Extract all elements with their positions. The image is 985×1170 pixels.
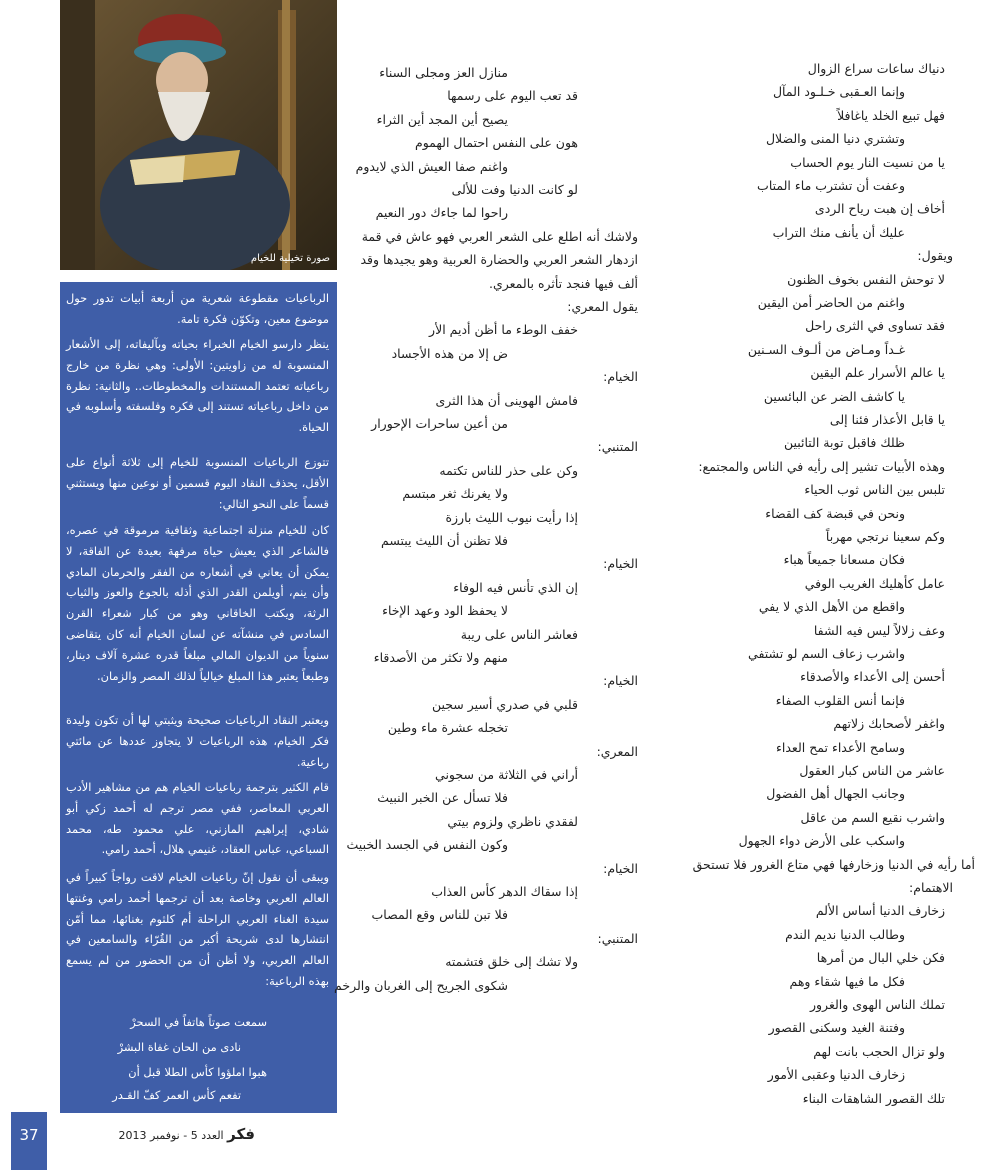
verse-line: زخارف الدنيا أساس الألم: [815, 903, 945, 919]
issue-info: العدد 5 - نوفمبر 2013: [118, 1129, 224, 1142]
verse-line: عامل كأهليك الغريب الوفي: [804, 575, 945, 591]
verse-line: إن الذي تأنس فيه الوفاء: [453, 579, 578, 595]
verse-line: منازل العز ومجلى السناء: [379, 65, 508, 80]
intro-paragraph: قام الكثير بترجمة رباعيات الخيام هم من مشاهير الأدب العربي المعاصر، ففي مصر ترجم له أحمد زكي أبو شادي، إبراهيم المازني، علي محمود طه، محمد السباعي، عباس العقاد، غنيمي هلال، أحمد رامي.: [66, 780, 329, 857]
verse-line: لا توحش النفس بخوف الظنون: [787, 271, 945, 287]
image-caption: صورة تخيلية للخيام: [250, 253, 330, 264]
section-heading: ويقول:: [917, 248, 953, 264]
intro-paragraph: ويبقى أن نقول إنّ رباعيات الخيام لاقت رواجاً كبيراً في العالم العربي وخاصة بعد أن ترجمها أحمد رامي وغنتها سيدة الغناء العربي الراحلة أم كلثوم بغنائها، مما أمّن انتشارها لدى شريحة أكبر من القُرّاء والسامعين في العالم العربي، ولا أظن أن من الحضور من لم يسمع بهذه الرباعية:: [66, 870, 329, 988]
khayyam-portrait-icon: [60, 0, 337, 270]
verse-line: فامش الهوينى أن هذا الثرى: [435, 392, 578, 408]
verse-line: وكم سعينا نرتجي مهرباً: [825, 529, 945, 544]
section-heading: وهذه الأبيات تشير إلى رأيه في الناس والمجتمع:: [698, 458, 945, 474]
verse-line: إذا رأيت نيوب الليث بارزة: [445, 509, 578, 525]
verse-line: واغنم صفا العيش الذي لايدوم: [355, 158, 508, 174]
verse-line: لو كانت الدنيا وفت للألى: [451, 182, 578, 197]
verse-line: لفقدي ناظري ولزوم بيتي: [447, 813, 578, 829]
verse-line: قد تعب اليوم على رسمها: [447, 88, 578, 104]
verse-line: وكون النفس في الجسد الخبيث: [346, 837, 508, 853]
verse-line: وتشتري دنيا المنى والضلال: [765, 131, 905, 147]
intro-box: [60, 282, 337, 1113]
verse-line: أخاف إن هبت رياح الردى: [814, 201, 945, 217]
section-heading: الخيام:: [603, 556, 638, 572]
verse-line: قلبي في صدري أسير سجين: [431, 696, 578, 712]
verse-line: واشرب زعاف السم لو تشتفي: [748, 646, 905, 661]
verse-line: يا قابل الأعذار فئنا إلى: [829, 412, 945, 427]
section-heading: الاهتمام:: [909, 880, 953, 895]
verse-line: سمعت صوتاً هاتفاً في السحرْ: [130, 1015, 267, 1029]
verse-line: فلا تبن للناس وقع المصاب: [371, 907, 508, 923]
middle-column: [334, 65, 638, 1126]
intro-paragraph: الرباعيات مقطوعة شعرية من أربعة أبيات تدور حول موضوع معين، وتكوّن فكرة تامة.: [66, 291, 329, 326]
section-heading: الخيام:: [603, 673, 638, 689]
verse-line: ألف فيها فنجد تأثره بالمعري.: [488, 275, 638, 291]
intro-paragraph: كان للخيام منزلة اجتماعية وثقافية مرموقة في عصره، فالشاعر الذي يعيش حياة مرفهة بعيدة عن الفاقة، لا يمكن أن يعاني في أشعاره من الفقر والحرمان المادي وأن ينم، أويلمن القدر الذي أذله بالجوع والعوز والثياب الرثة، ويكتب الخاقاني وهو من كبار شعراء القرن السادس في منشآته عن لسان الخيام أنه كان يتقاضى سنوياً من الديوان المالي مبلغاً قدره عشرة آلاف دينار، وطبعاً يعتبر هذا المبلغ خيالياً لذلك المصر والزمان.: [66, 523, 329, 683]
verse-line: هون على النفس احتمال الهموم: [414, 135, 578, 151]
intro-paragraph: تتوزع الرباعيات المنسوبة للخيام إلى ثلاثة أنواع على الأقل، يحذف النقاد اليوم قسمين أو نوعين منها ويستثني قسماً على النحو التالي:: [66, 455, 329, 511]
verse-line: ولا تشك إلى خلق فتشمته: [445, 954, 578, 970]
verse-line: فهل تبيع الخلد ياغافلاً: [837, 107, 945, 123]
section-heading: أما رأيه في الدنيا وزخارفها فهي متاع الغرور فلا تستحق: [692, 856, 975, 872]
verse-line: يا من نسيت النار يوم الحساب: [790, 154, 945, 170]
verse-line: وعف زلالاً ليس فيه الشفا: [813, 622, 945, 638]
verse-line: وكن على حذر للناس تكتمه: [439, 462, 578, 478]
page-number: 37: [19, 1126, 39, 1144]
verse-line: دنياك ساعات سراع الزوال: [807, 61, 945, 76]
verse-line: فكان مسعانا جميعاً هباء: [783, 552, 905, 568]
page-number-box: [11, 1112, 47, 1170]
magazine-name: فكر: [227, 1125, 255, 1143]
verse-line: ظلك فاقبل توبة التائبين: [783, 435, 905, 451]
verse-line: نادى من الحان غفاة البشرْ: [117, 1040, 241, 1054]
verse-line: فقد تساوى في الثرى راحل: [805, 318, 945, 334]
verse-line: ولو تزال الحجب بانت لهم: [813, 1043, 945, 1059]
verse-line: ازدهار الشعر العربي والحضارة العربية وهو يجيدها وقد: [360, 252, 638, 268]
section-heading: الخيام:: [603, 860, 638, 876]
verse-line: ونحن في قبضة كف القضاء: [765, 505, 905, 521]
verse-line: تلك القصور الشاهقات البناء: [802, 1090, 945, 1106]
verse-line: منهم ولا تكثر من الأصدقاء: [373, 650, 508, 665]
verse-line: وفتنة الغيد وسكنى القصور: [768, 1020, 905, 1036]
verse-line: ولاشك أنه اطلع على الشعر العربي فهو عاش في قمة: [361, 228, 638, 244]
section-heading: المتنبي:: [597, 439, 638, 455]
verse-line: أراني في الثلاثة من سجوني: [435, 767, 578, 782]
intro-paragraph: ويعتبر النقاد الرباعيات صحيحة ويثبتي لها أن تكون وليدة فكر الخيام، هذه الرباعيات لا يتجاوز عددها عن مائتي رباعية.: [66, 713, 329, 769]
intro-paragraph: ينظر دارسو الخيام الخبراء بحياته وبآليفاته، إلى الأشعار المنسوبة له من زاويتين: الأولى: وهي نظرة من خارج رباعياته تعتمد المستندات والمخطوطات.. والثانية: نظرة من داخل رباعياته تستند إلى فكره وفلسفته وأسلوبه في الحياة.: [66, 337, 329, 435]
verse-line: واغفر لأصحابك زلاتهم: [833, 716, 945, 732]
verse-line: إذا سقاك الدهر كأس العذاب: [431, 884, 578, 899]
verse-line: تملك الناس الهوى والغرور: [809, 997, 945, 1012]
verse-line: عليك أن يأنف منك التراب: [772, 224, 905, 240]
verse-line: وإنما العـقبى خـلـود المآل: [772, 84, 905, 100]
verse-line: أحسن إلى الأعداء والأصدقاء: [800, 669, 945, 685]
verse-line: راحوا لما جاءك دور النعيم: [375, 205, 508, 221]
verse-line: زخارف الدنيا وعقبى الأمور: [767, 1067, 905, 1083]
right-column: [597, 61, 975, 1122]
verse-line: وطالب الدنيا نديم الندم: [785, 926, 905, 942]
khayyam-illustration: [60, 0, 337, 270]
verse-line: من أعين ساحرات الإحورار: [371, 416, 508, 431]
verse-line: وجانب الجهال أهل الفضول: [766, 786, 905, 802]
verse-line: واقطع من الأهل الذي لا يفي: [758, 599, 905, 615]
verse-line: ض إلا من هذه الأجساد: [391, 345, 508, 361]
verse-line: هبوا املؤوا كأس الطلا قبل أن: [128, 1065, 267, 1079]
section-heading: المتنبي:: [597, 930, 638, 946]
verse-line: فلا تظنن أن الليث يبتسم: [381, 533, 508, 548]
verse-line: شكوى الجريح إلى الغربان والرخم: [334, 977, 508, 993]
verse-line: وسامح الأعداء تمح العداء: [776, 739, 905, 755]
verse-line: فلا تسأل عن الخبر النبيث: [377, 790, 508, 806]
verse-line: لا يحفظ الود وعهد الإخاء: [382, 603, 508, 619]
verse-line: ولا يغرنك ثغر مبتسم: [402, 486, 508, 502]
verse-line: تفعم كأس العمر كفّ القـدر: [112, 1088, 241, 1102]
verse-line: غـداً ومـاض من ألـوف السـنين: [747, 341, 905, 357]
section-heading: المعري:: [596, 743, 638, 759]
verse-line: تخجله عشرة ماء وطين: [387, 720, 508, 736]
verse-line: خفف الوطء ما أظن أديم الأر: [429, 322, 578, 338]
footer: [55, 1125, 255, 1143]
verse-line: عاشر من الناس كبار العقول: [799, 763, 945, 778]
verse-line: وعفت أن تشترب ماء المتاب: [757, 178, 905, 193]
verse-line: واشرب نقيع السم من عاقل: [800, 809, 945, 825]
verse-line: فكل ما فيها شقاء وهم: [789, 973, 905, 989]
verse-line: تلبس بين الناس ثوب الحياء: [804, 482, 945, 498]
verse-line: يا عالم الأسرار علم اليقين: [810, 365, 945, 381]
verse-line: واسكب على الأرض دواء الجهول: [738, 833, 905, 849]
verse-line: يصيح أين المجد أين الثراء: [376, 111, 508, 127]
section-heading: الخيام:: [603, 369, 638, 385]
section-heading: يقول المعري:: [567, 299, 638, 314]
verse-line: فإنما أنس القلوب الصفاء: [775, 692, 905, 708]
verse-line: واغنم من الحاضر أمن اليقين: [757, 295, 905, 310]
verse-line: فكن خلي البال من أمرها: [816, 950, 945, 966]
verse-line: فعاشر الناس على ريبة: [460, 626, 578, 642]
verse-line: يا كاشف الضر عن البائسين: [763, 388, 905, 404]
